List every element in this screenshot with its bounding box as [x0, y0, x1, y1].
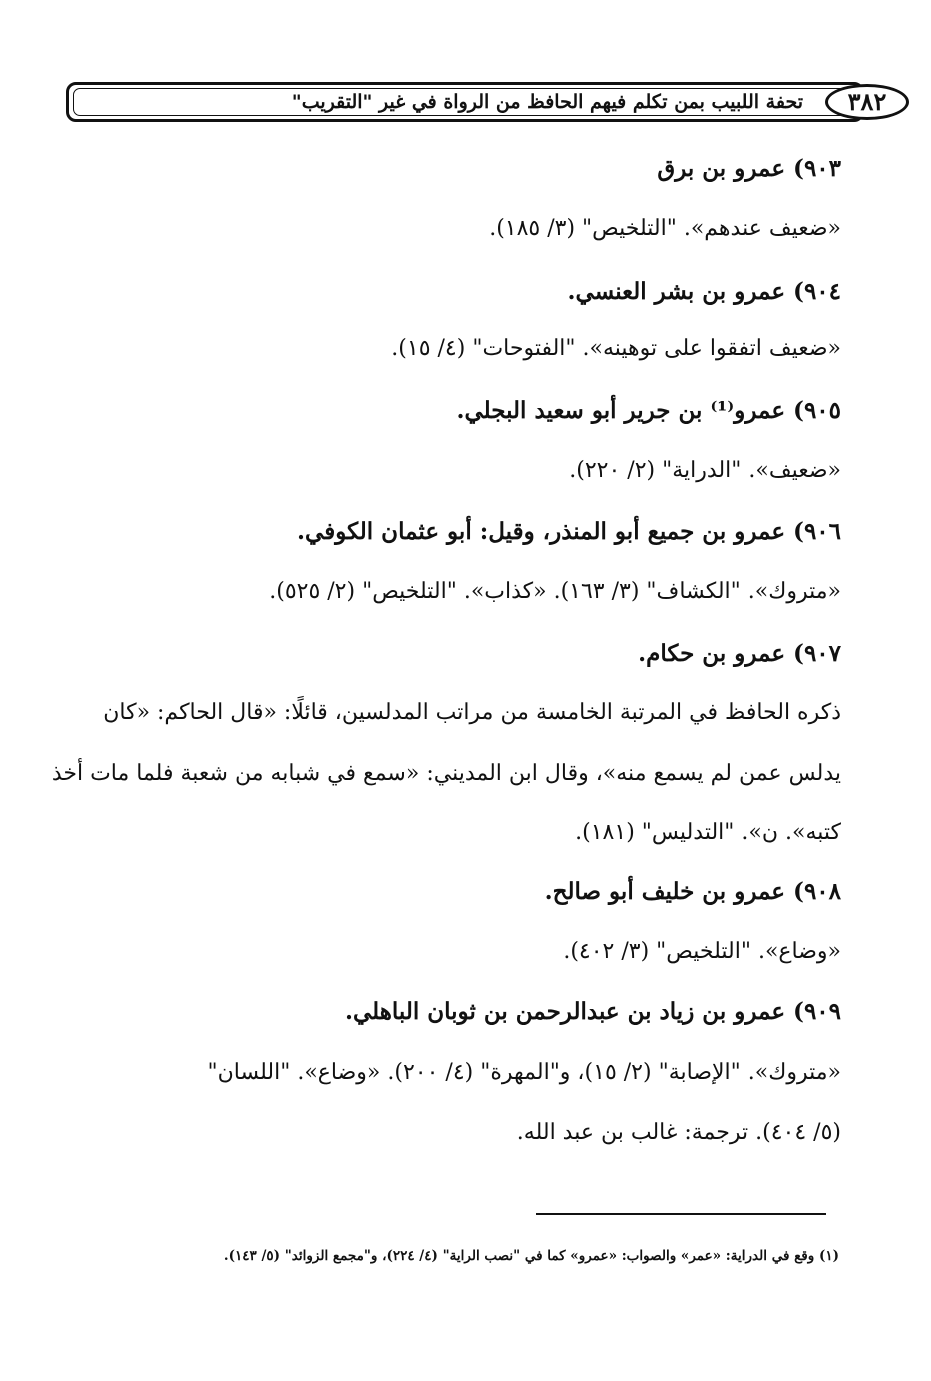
entry-title: ٩٠٦) عمرو بن جميع أبو المنذر، وقيل: أبو عثمان الكوفي. — [297, 518, 841, 545]
entry-title: ٩٠٣) عمرو بن برق — [657, 155, 841, 182]
entry-paragraph-line: (٥/ ٤٠٤). ترجمة: غالب بن عبد الله. — [516, 1120, 841, 1145]
entry-text: «ضعيف». "الدراية" (٢/ ٢٢٠). — [569, 458, 841, 483]
entry-paragraph-line: يدلس عمن لم يسمع منه»، وقال ابن المديني: «سمع في شبابه من شعبة فلما مات أخذ — [51, 761, 841, 786]
entry-text: «وضاع». "التلخيص" (٣/ ٤٠٢). — [563, 939, 841, 964]
entry-title: ٩٠٨) عمرو بن خليف أبو صالح. — [544, 878, 841, 905]
page-number: ٣٨٢ — [825, 84, 909, 120]
entry-paragraph-line: «متروك». "الإصابة" (٢/ ١٥)، و"المهرة" (٤/ ٢٠٠). «وضاع». "اللسان" — [207, 1060, 841, 1085]
entry-paragraph-line: ذكره الحافظ في المرتبة الخامسة من مراتب المدلسين، قائلًا: «قال الحاكم: «كان — [103, 700, 841, 725]
entry-text: «متروك». "الكشاف" (٣/ ١٦٣). «كذاب». "التلخيص" (٢/ ٥٢٥). — [269, 579, 841, 604]
entry-title: ٩٠٩) عمرو بن زياد بن عبدالرحمن بن ثوبان الباهلي. — [344, 998, 841, 1025]
footnote-separator — [536, 1213, 826, 1215]
entry-text: «ضعيف عندهم». "التلخيص" (٣/ ١٨٥). — [489, 216, 841, 241]
entry-paragraph-line: كتبه». ن». "التدليس" (١٨١). — [575, 820, 841, 845]
running-title: تحفة اللبيب بمن تكلم فيهم الحافظ من الرواة في غير "التقريب" — [291, 91, 803, 113]
entry-title: ٩٠٤) عمرو بن بشر العنسي. — [567, 278, 841, 305]
entry-text: «ضعيف اتفقوا على توهينه». "الفتوحات" (٤/ ١٥). — [391, 336, 841, 361]
footnote: (١) وقع في الدراية: «عمر» والصواب: «عمرو» كما في "نصب الراية" (٤/ ٢٢٤)، و"مجمع الزوائد" (٥/ ١٤٣). — [223, 1248, 839, 1264]
entry-title: ٩٠٥) عمرو⁽¹⁾ بن جرير أبو سعيد البجلي. — [456, 397, 841, 424]
entry-title: ٩٠٧) عمرو بن حكام. — [638, 640, 841, 667]
